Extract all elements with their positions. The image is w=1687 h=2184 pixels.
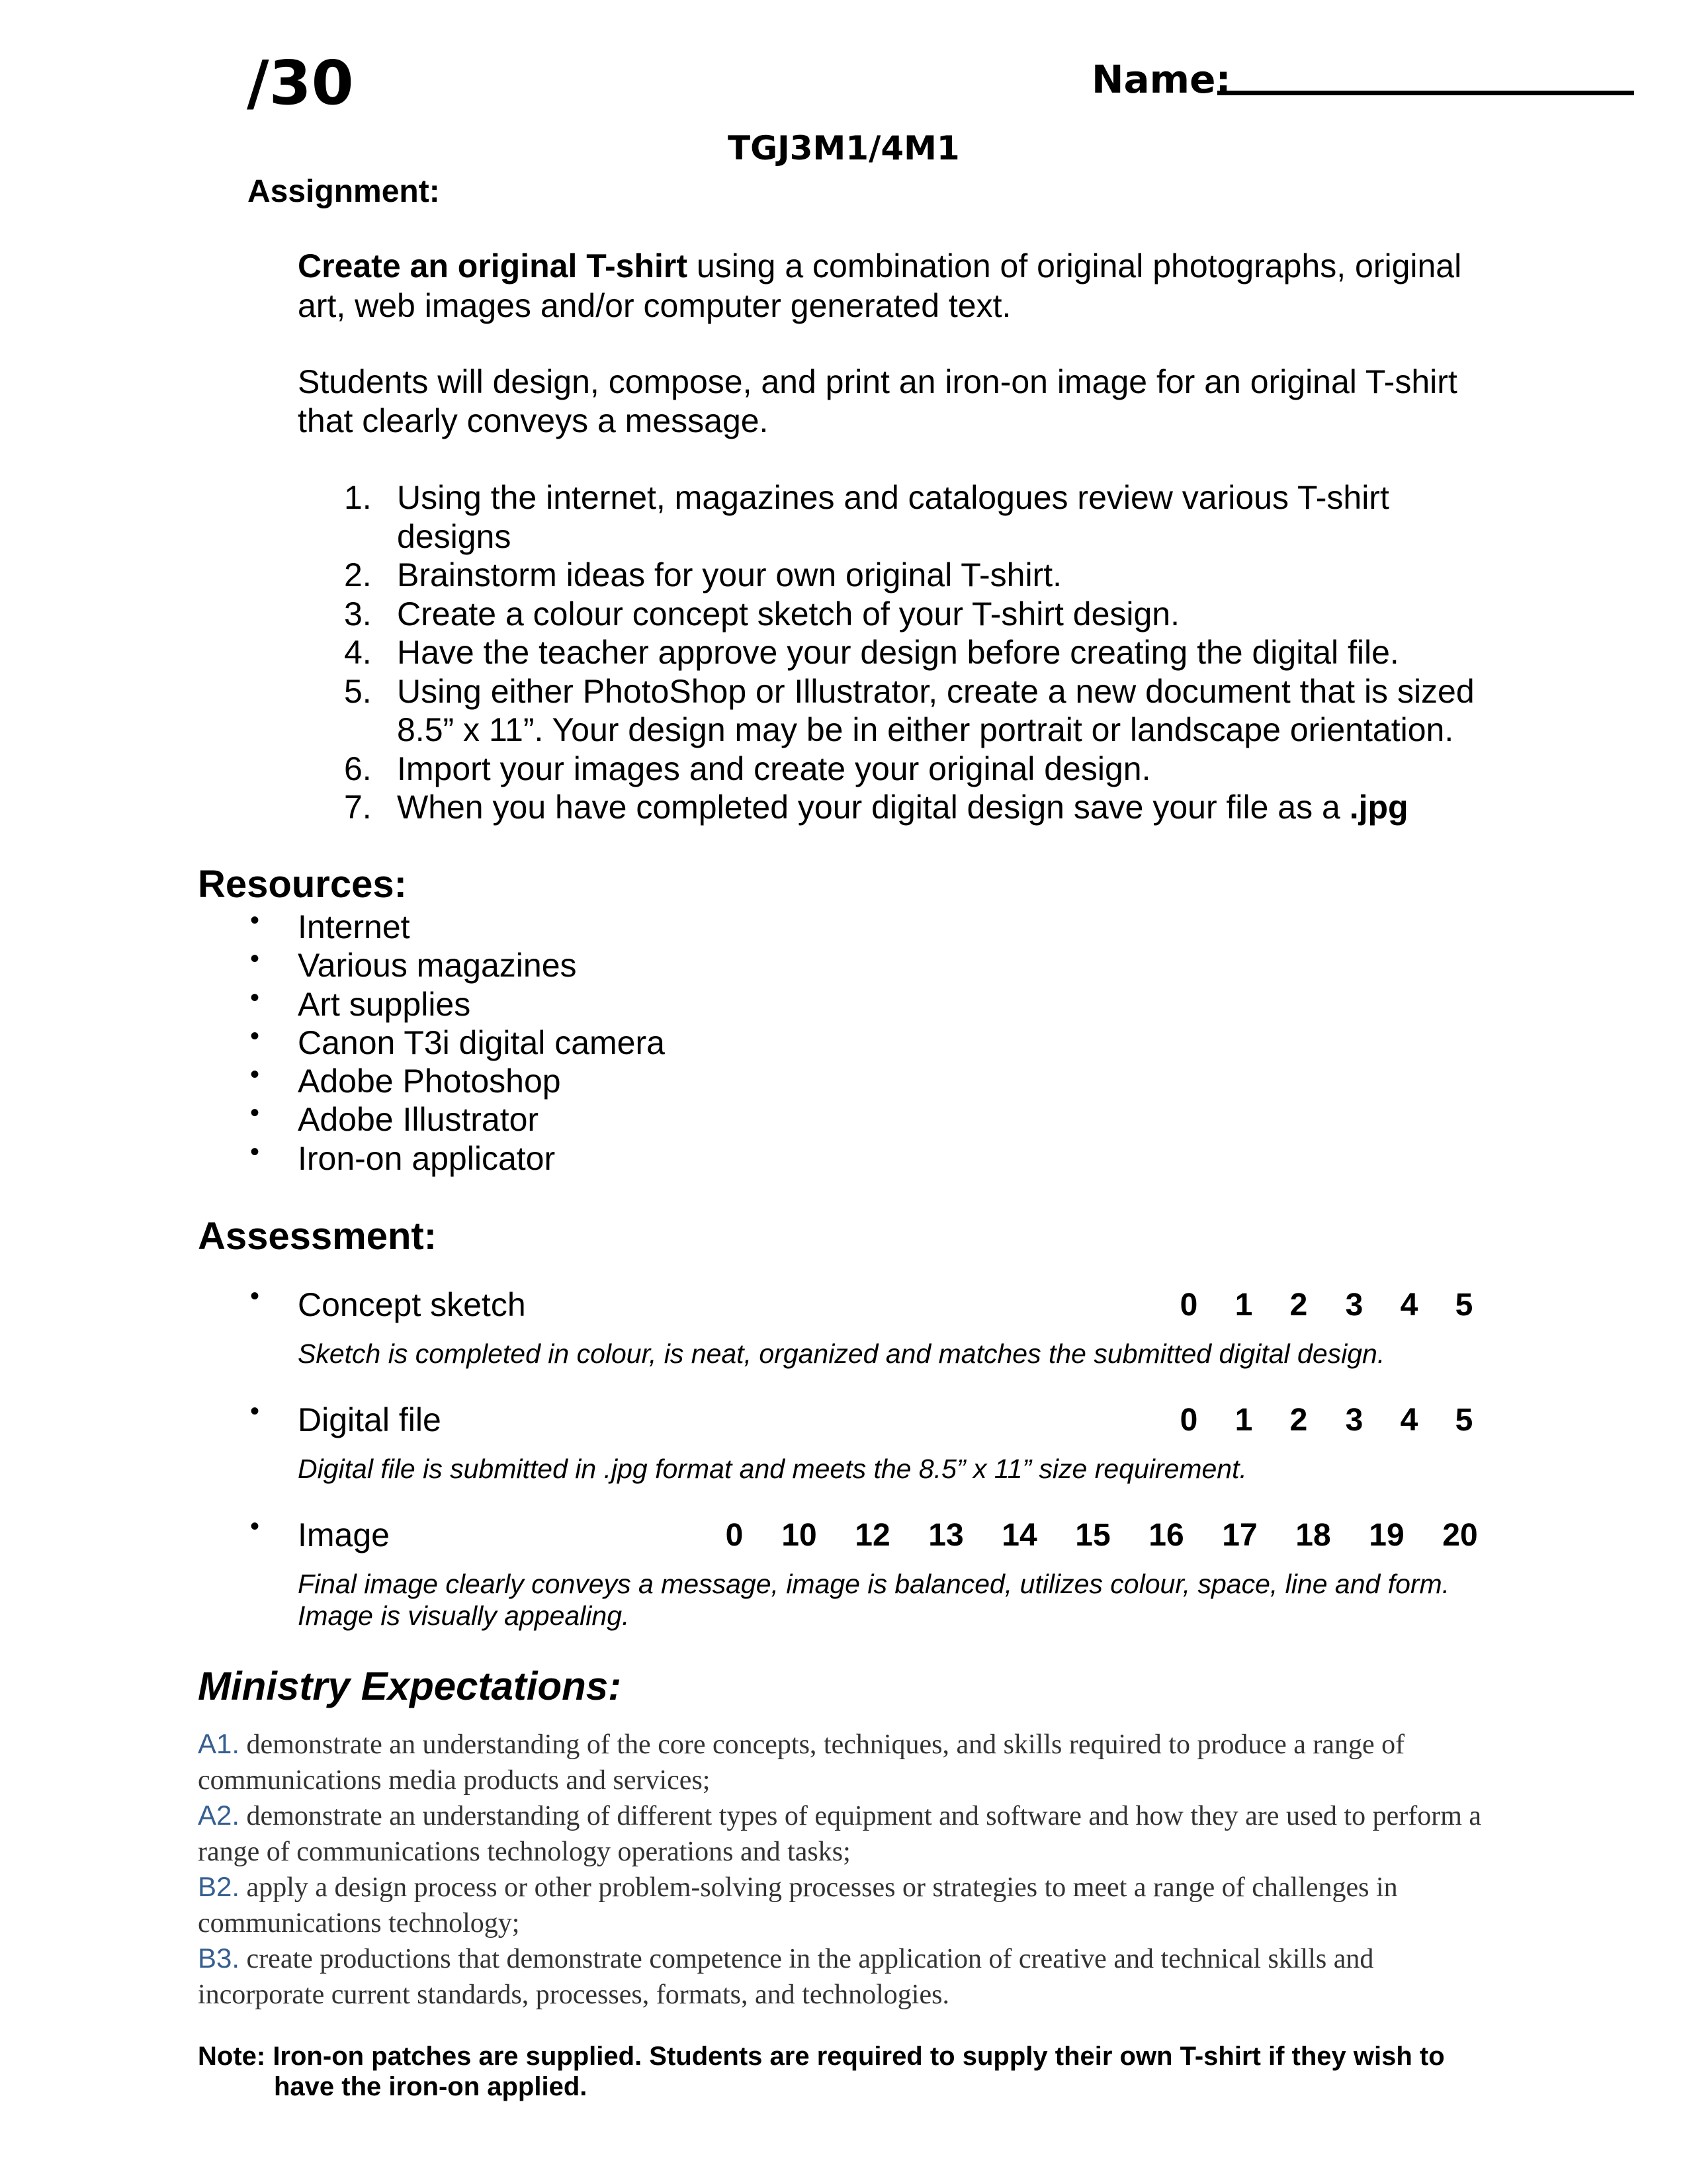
- criterion-description-line1: Final image clearly conveys a message, image is balanced, utilizes colour, space, line and form.: [298, 1569, 1450, 1599]
- point-option[interactable]: 5: [1455, 1403, 1473, 1438]
- resources-list: [250, 906, 665, 1178]
- resource-label: Canon T3i digital camera: [298, 1024, 665, 1061]
- resource-label: Art supplies: [298, 985, 471, 1023]
- assignment-intro-line2: art, web images and/or computer generated text.: [298, 287, 1012, 324]
- step-item: [344, 788, 1475, 827]
- note-line1: Note: Iron-on patches are supplied. Students are required to supply their own T-shirt if they wish to: [198, 2042, 1445, 2071]
- point-option[interactable]: 4: [1400, 1288, 1418, 1323]
- expectation-item: [198, 1798, 1488, 1870]
- intro-bold: Create an original T-shirt: [298, 247, 688, 284]
- criterion-concept-sketch: [250, 1282, 526, 1324]
- step-text: Create a colour concept sketch of your T-shirt design.: [397, 595, 1180, 633]
- expectation-item: [198, 1726, 1488, 1798]
- point-option[interactable]: 14: [1002, 1518, 1037, 1553]
- resource-item: [250, 1098, 665, 1139]
- point-option[interactable]: 15: [1075, 1518, 1111, 1553]
- assignment-intro-line1: [298, 246, 1461, 286]
- step-number: 5.: [344, 672, 372, 710]
- point-option[interactable]: 16: [1148, 1518, 1184, 1553]
- criterion-label: Digital file: [298, 1401, 441, 1438]
- bullet-icon: •: [250, 906, 260, 935]
- point-option[interactable]: 1: [1234, 1288, 1253, 1323]
- ministry-heading: Ministry Expectations:: [198, 1664, 622, 1708]
- bullet-icon: •: [250, 1021, 260, 1051]
- point-option[interactable]: 2: [1289, 1403, 1308, 1438]
- point-option[interactable]: 12: [855, 1518, 890, 1553]
- step-item: [344, 750, 1475, 789]
- point-option[interactable]: 2: [1289, 1288, 1308, 1323]
- step-item: [344, 672, 1475, 750]
- assignment-para2-line1: Students will design, compose, and print an iron-on image for an original T-shirt: [298, 363, 1457, 400]
- resource-item: [250, 944, 665, 984]
- step-text-bold: .jpg: [1349, 789, 1408, 826]
- resource-item: [250, 1060, 665, 1100]
- expectation-text: demonstrate an understanding of different types of equipment and software and how they are used to perform a range of communications technology operations and tasks;: [198, 1801, 1482, 1867]
- name-field-line[interactable]: [1217, 91, 1634, 95]
- expectation-text: demonstrate an understanding of the core concepts, techniques, and skills required to produce a range of communications media products and services;: [198, 1729, 1405, 1796]
- criterion-description-line2: Image is visually appealing.: [298, 1600, 630, 1631]
- expectation-item: [198, 1941, 1488, 2013]
- point-option[interactable]: 17: [1222, 1518, 1258, 1553]
- criterion-digital-file: [250, 1397, 441, 1439]
- criterion-description: Digital file is submitted in .jpg format and meets the 8.5” x 11” size requirement.: [298, 1454, 1247, 1484]
- steps-list: [344, 478, 1475, 827]
- step-number: 3.: [344, 595, 372, 633]
- step-text: Import your images and create your original design.: [397, 750, 1151, 787]
- bullet-icon: •: [250, 1397, 260, 1426]
- resource-item: [250, 1021, 665, 1062]
- resource-label: Various magazines: [298, 947, 577, 984]
- point-option[interactable]: 3: [1345, 1403, 1363, 1438]
- criterion-label: Image: [298, 1516, 390, 1553]
- note-line2: have the iron-on applied.: [274, 2072, 587, 2101]
- step-item: [344, 478, 1475, 556]
- point-option[interactable]: 20: [1442, 1518, 1478, 1553]
- expectation-code: A2.: [198, 1800, 240, 1831]
- criterion-description: [298, 1568, 1449, 1632]
- resource-item: [250, 1137, 665, 1178]
- bullet-icon: •: [250, 1060, 260, 1090]
- assignment-heading: Assignment:: [247, 174, 440, 209]
- bullet-icon: •: [250, 1098, 260, 1128]
- step-item: [344, 633, 1475, 672]
- step-number: 2.: [344, 556, 372, 593]
- expectation-code: B3.: [198, 1943, 240, 1974]
- point-option[interactable]: 13: [928, 1518, 964, 1553]
- expectation-text: create productions that demonstrate competence in the application of creative and technical skills and incorporate current standards, processes, formats, and technologies.: [198, 1944, 1374, 2010]
- criterion-image: [250, 1512, 390, 1554]
- point-option[interactable]: 10: [781, 1518, 817, 1553]
- name-label: Name:: [1092, 57, 1231, 102]
- point-option[interactable]: 5: [1455, 1288, 1473, 1323]
- resource-label: Adobe Illustrator: [298, 1101, 539, 1139]
- expectation-text: apply a design process or other problem-solving processes or strategies to meet a range of challenges in communications technology;: [198, 1872, 1398, 1939]
- intro-rest: using a combination of original photographs, original: [687, 247, 1462, 284]
- resource-label: Iron-on applicator: [298, 1139, 556, 1177]
- step-text: Using the internet, magazines and catalogues review various T-shirt: [397, 479, 1389, 516]
- step-text-cont: designs: [397, 517, 511, 555]
- step-number: 4.: [344, 634, 372, 671]
- bullet-icon: •: [250, 1137, 260, 1166]
- criterion-description: Sketch is completed in colour, is neat, organized and matches the submitted digital design.: [298, 1338, 1385, 1369]
- bullet-icon: •: [250, 983, 260, 1012]
- step-item: [344, 556, 1475, 595]
- step-text: When you have completed your digital design save your file as a: [397, 789, 1350, 826]
- step-number: 1.: [344, 479, 372, 516]
- point-option[interactable]: 1: [1234, 1403, 1253, 1438]
- assessment-heading: Assessment:: [198, 1215, 437, 1258]
- point-option[interactable]: 0: [1180, 1288, 1198, 1323]
- point-option[interactable]: 3: [1345, 1288, 1363, 1323]
- resource-label: Internet: [298, 908, 410, 945]
- expectation-code: B2.: [198, 1871, 240, 1902]
- step-text-cont: 8.5” x 11”. Your design may be in either portrait or landscape orientation.: [397, 711, 1454, 748]
- step-item: [344, 595, 1475, 634]
- note: [198, 2041, 1445, 2102]
- resource-item: [250, 983, 665, 1024]
- point-option[interactable]: 18: [1295, 1518, 1331, 1553]
- step-number: 6.: [344, 750, 372, 787]
- bullet-icon: •: [250, 1512, 260, 1541]
- bullet-icon: •: [250, 944, 260, 974]
- expectation-code: A1.: [198, 1728, 240, 1759]
- expectation-item: [198, 1869, 1488, 1941]
- assignment-para2-line2: that clearly conveys a message.: [298, 402, 769, 439]
- step-number: 7.: [344, 789, 372, 826]
- point-option[interactable]: 0: [725, 1518, 744, 1553]
- step-text: Have the teacher approve your design before creating the digital file.: [397, 634, 1399, 671]
- resource-item: [250, 906, 665, 946]
- point-option[interactable]: 0: [1180, 1403, 1198, 1438]
- step-text: Brainstorm ideas for your own original T-shirt.: [397, 556, 1062, 593]
- resource-label: Adobe Photoshop: [298, 1063, 561, 1100]
- point-option[interactable]: 4: [1400, 1403, 1418, 1438]
- criterion-label: Concept sketch: [298, 1286, 526, 1323]
- course-code: TGJ3M1/4M1: [728, 129, 960, 167]
- resources-heading: Resources:: [198, 863, 407, 906]
- bullet-icon: •: [250, 1282, 260, 1311]
- step-text: Using either PhotoShop or Illustrator, create a new document that is sized: [397, 672, 1475, 710]
- score-total: /30: [247, 48, 354, 118]
- point-option[interactable]: 19: [1369, 1518, 1405, 1553]
